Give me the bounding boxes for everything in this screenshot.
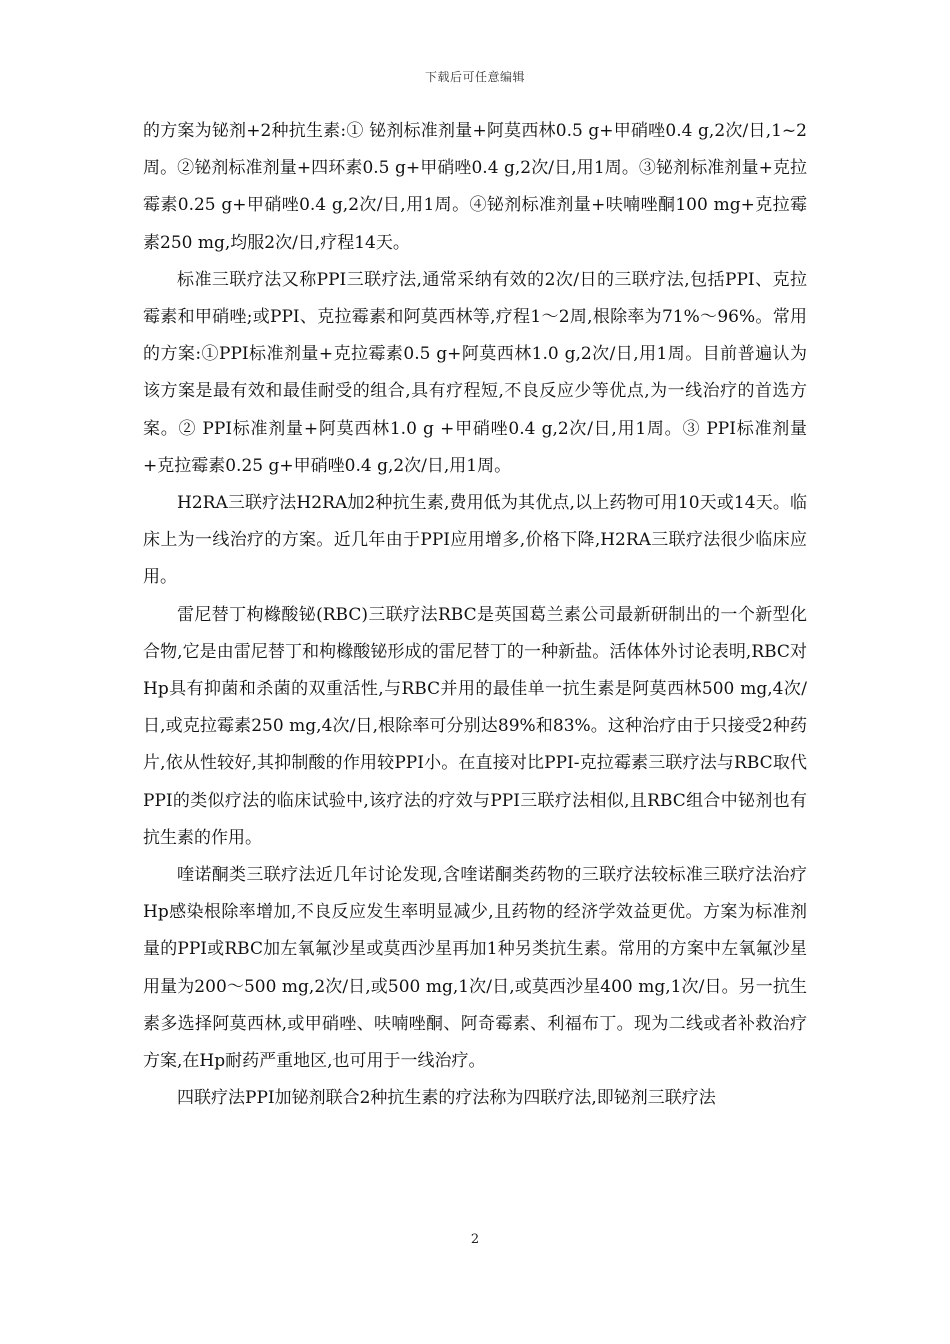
paragraph-standard-triple-therapy: 标准三联疗法又称PPI三联疗法,通常采纳有效的2次/日的三联疗法,包括PPI、克拉霉素和甲硝唑;或PPI、克拉霉素和阿莫西林等,疗程1～2周,根除率为71%～96%。常用的方案:①PPI标准剂量+克拉霉素0.5 g+阿莫西林1.0 g,2次/日,用1周。目前普遍认为该方案是最有效和最佳耐受的组合,具有疗程短,不良反应少等优点,为一线治疗的首选方案。② PPI标准剂量+阿莫西林1.0 g +甲硝唑0.4 g,2次/日,用1周。③ PPI标准剂量+克拉霉素0.25 g+甲硝唑0.4 g,2次/日,用1周。 <box>143 269 807 476</box>
paragraph-h2ra-triple-therapy: H2RA三联疗法H2RA加2种抗生素,费用低为其优点,以上药物可用10天或14天。临床上为一线治疗的方案。近几年由于PPI应用增多,价格下降,H2RA三联疗法很少临床应用。 <box>143 493 807 588</box>
page-number: 2 <box>470 1232 480 1247</box>
page-header: 下载后可任意编辑 <box>424 70 525 84</box>
paragraph-rbc-triple-therapy: 雷尼替丁枸橼酸铋(RBC)三联疗法RBC是英国葛兰素公司最新研制出的一个新型化合物,它是由雷尼替丁和枸橼酸铋形成的雷尼替丁的一种新盐。活体体外讨论表明,RBC对Hp具有抑菌和杀菌的双重活性,与RBC并用的最佳单一抗生素是阿莫西林500 mg,4次/日,或克拉霉素250 mg,4次/日,根除率可分别达89%和83%。这种治疗由于只接受2种药片,依从性较好,其抑制酸的作用较PPI小。在直接对比PPI-克拉霉素三联疗法与RBC取代PPI的类似疗法的临床试验中,该疗法的疗效与PPI三联疗法相似,且RBC组合中铋剂也有抗生素的作用。 <box>143 604 807 848</box>
paragraph-quinolone-triple-therapy: 喹诺酮类三联疗法近几年讨论发现,含喹诺酮类药物的三联疗法较标准三联疗法治疗Hp感染根除率增加,不良反应发生率明显减少,且药物的经济学效益更优。方案为标准剂量的PPI或RBC加左氧氟沙星或莫西沙星再加1种另类抗生素。常用的方案中左氧氟沙星用量为200～500 mg,2次/日,或500 mg,1次/日,或莫西沙星400 mg,1次/日。另一抗生素多选择阿莫西林,或甲硝唑、呋喃唑酮、阿奇霉素、利福布丁。现为二线或者补救治疗方案,在Hp耐药严重地区,也可用于一线治疗。 <box>143 865 807 1072</box>
document-body <box>143 113 807 1117</box>
paragraph-bismuth-regimens: 的方案为铋剂+2种抗生素:① 铋剂标准剂量+阿莫西林0.5 g+甲硝唑0.4 g,2次/日,1~2周。②铋剂标准剂量+四环素0.5 g+甲硝唑0.4 g,2次/日,用1周。③铋剂标准剂量+克拉霉素0.25 g+甲硝唑0.4 g,2次/日,用1周。④铋剂标准剂量+呋喃唑酮100 mg+克拉霉素250 mg,均服2次/日,疗程14天。 <box>143 121 807 253</box>
paragraph-quadruple-therapy: 四联疗法PPI加铋剂联合2种抗生素的疗法称为四联疗法,即铋剂三联疗法 <box>177 1088 716 1109</box>
